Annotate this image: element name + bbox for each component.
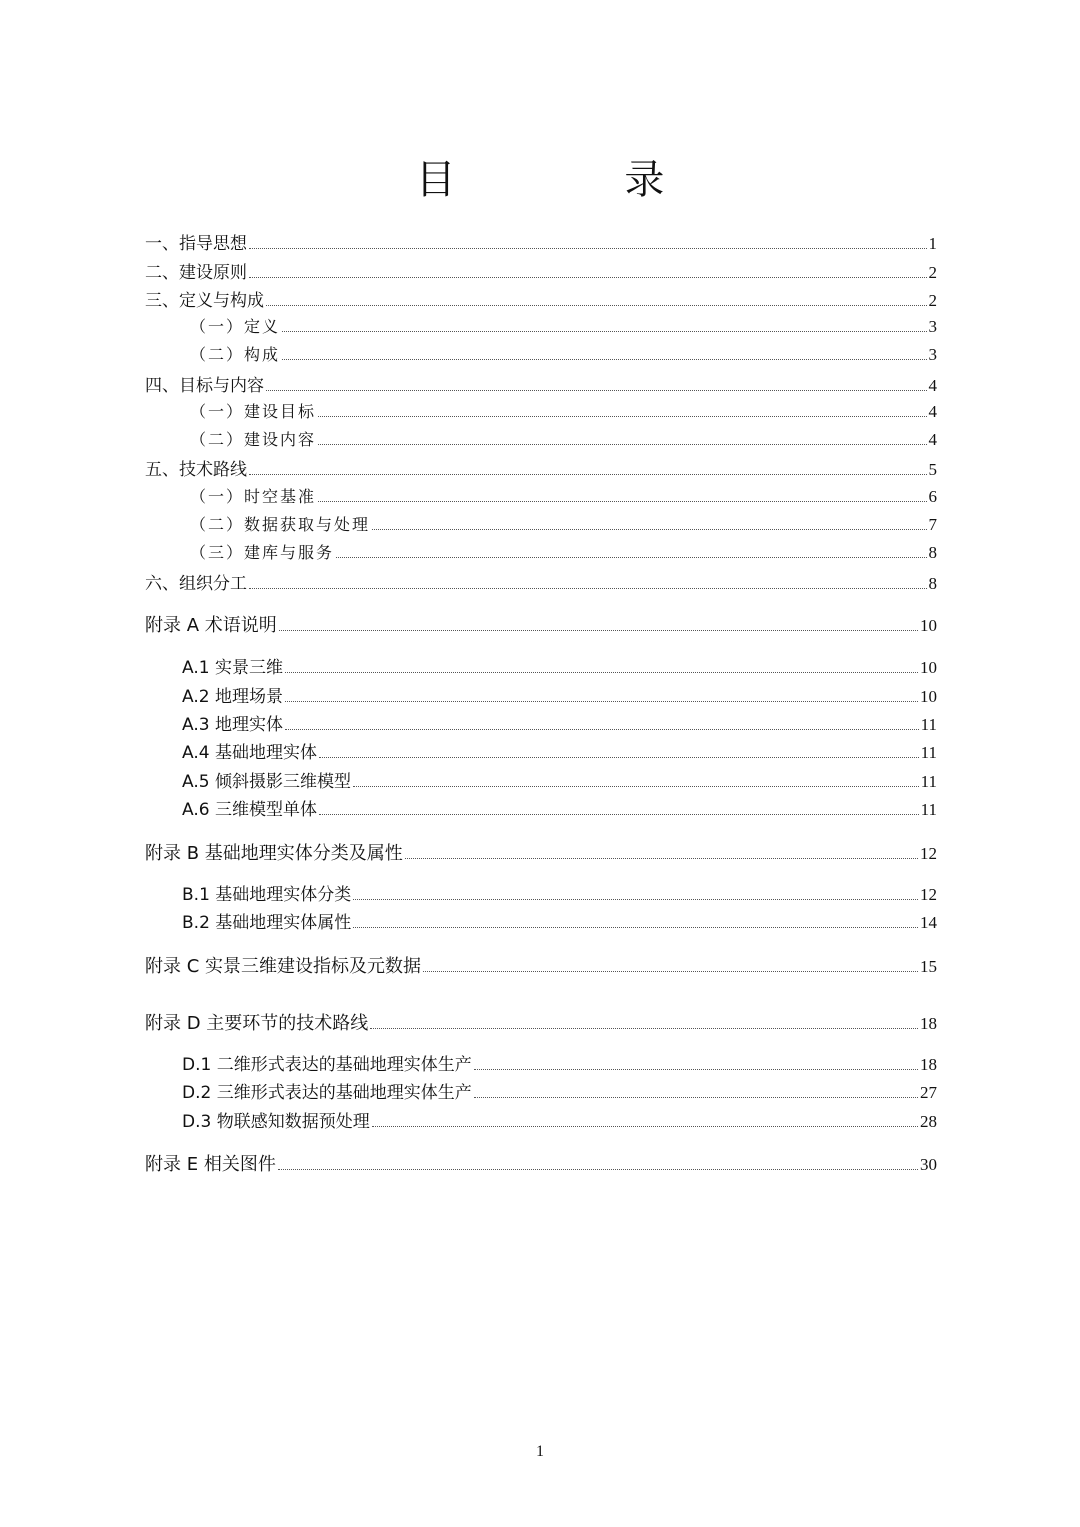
toc-entry-page: 12 bbox=[920, 844, 937, 863]
toc-entry-label: 附录 C 实景三维建设指标及元数据 bbox=[145, 956, 422, 977]
toc-entry-page: 7 bbox=[928, 515, 937, 534]
toc-entry-page: 2 bbox=[928, 291, 937, 310]
toc-entry-label: （三）建库与服务 bbox=[190, 543, 335, 562]
toc-entry[interactable] bbox=[145, 286, 937, 312]
toc-entry-label: 附录 B 基础地理实体分类及属性 bbox=[145, 843, 403, 864]
toc-entry-page: 10 bbox=[920, 658, 937, 677]
toc-entry-page: 5 bbox=[928, 460, 937, 479]
page-title: 目 录 bbox=[415, 157, 743, 203]
toc-leader-dots bbox=[370, 1027, 918, 1029]
toc-leader-dots bbox=[249, 587, 927, 589]
toc-entry-page: 1 bbox=[928, 234, 937, 253]
toc-leader-dots bbox=[249, 276, 927, 278]
toc-entry-label: A.4 基础地理实体 bbox=[182, 743, 317, 763]
toc-entry-page: 11 bbox=[920, 800, 937, 819]
toc-entry-page: 14 bbox=[920, 913, 937, 932]
toc-appendix-entry[interactable] bbox=[145, 839, 937, 865]
toc-entry-label: 二、建设原则 bbox=[145, 263, 247, 283]
toc-leader-dots bbox=[423, 970, 918, 972]
toc-leader-dots bbox=[474, 1096, 918, 1098]
toc-entry-page: 4 bbox=[928, 402, 937, 421]
toc-appendix-subentry[interactable] bbox=[182, 795, 937, 821]
toc-subentry[interactable] bbox=[190, 540, 937, 566]
toc-entry-page: 2 bbox=[928, 263, 937, 282]
toc-leader-dots bbox=[266, 389, 927, 391]
toc-entry-page: 11 bbox=[920, 772, 937, 791]
toc-entry-label: A.5 倾斜摄影三维模型 bbox=[182, 772, 351, 792]
toc-leader-dots bbox=[319, 813, 919, 815]
toc-entry-label: 附录 D 主要环节的技术路线 bbox=[145, 1013, 369, 1034]
toc-entry[interactable] bbox=[145, 258, 937, 284]
toc-entry-label: （一）建设目标 bbox=[190, 402, 317, 421]
toc-entry-label: D.1 二维形式表达的基础地理实体生产 bbox=[182, 1055, 472, 1075]
toc-entry-label: B.1 基础地理实体分类 bbox=[182, 885, 352, 905]
toc-subentry[interactable] bbox=[190, 314, 937, 340]
toc-entry-label: B.2 基础地理实体属性 bbox=[182, 913, 352, 933]
toc-entry-page: 3 bbox=[928, 317, 937, 336]
toc-appendix-subentry[interactable] bbox=[182, 880, 937, 906]
toc-entry-page: 11 bbox=[920, 715, 937, 734]
toc-subentry[interactable] bbox=[190, 427, 937, 453]
toc-leader-dots bbox=[249, 473, 927, 475]
toc-entry-label: A.1 实景三维 bbox=[182, 658, 283, 678]
toc-appendix-subentry[interactable] bbox=[182, 653, 937, 679]
toc-entry-page: 6 bbox=[928, 487, 937, 506]
page-number: 1 bbox=[536, 1443, 544, 1460]
toc-subentry[interactable] bbox=[190, 342, 937, 368]
toc-subentry[interactable] bbox=[190, 484, 937, 510]
toc-leader-dots bbox=[285, 671, 918, 673]
toc-entry-label: D.2 三维形式表达的基础地理实体生产 bbox=[182, 1083, 472, 1103]
toc-entry-label: 四、目标与内容 bbox=[145, 376, 264, 396]
toc-appendix-entry[interactable] bbox=[145, 952, 937, 978]
toc-entry-page: 28 bbox=[920, 1112, 937, 1131]
toc-entry-page: 30 bbox=[920, 1155, 937, 1174]
toc-entry-label: 附录 A 术语说明 bbox=[145, 615, 277, 636]
toc-entry-page: 18 bbox=[920, 1014, 937, 1033]
toc-entry-label: 六、组织分工 bbox=[145, 574, 247, 594]
toc-appendix-entry[interactable] bbox=[145, 1009, 937, 1035]
toc-leader-dots bbox=[353, 898, 918, 900]
toc-entry-label: （一）定义 bbox=[190, 317, 281, 336]
toc-entry-label: D.3 物联感知数据预处理 bbox=[182, 1112, 370, 1132]
toc-entry-label: （二）建设内容 bbox=[190, 430, 317, 449]
toc-entry-page: 11 bbox=[920, 743, 937, 762]
toc-leader-dots bbox=[266, 304, 927, 306]
toc-leader-dots bbox=[318, 415, 926, 417]
toc-entry-label: （二）构成 bbox=[190, 345, 281, 364]
toc-entry-label: 三、定义与构成 bbox=[145, 291, 264, 311]
toc-leader-dots bbox=[336, 556, 926, 558]
toc-entry-page: 12 bbox=[920, 885, 937, 904]
toc-entry-label: 附录 E 相关图件 bbox=[145, 1154, 276, 1175]
toc-leader-dots bbox=[249, 247, 927, 249]
toc-entry-page: 8 bbox=[928, 543, 937, 562]
toc-entry[interactable] bbox=[145, 371, 937, 397]
toc-entry-page: 10 bbox=[920, 687, 937, 706]
toc-entry-page: 15 bbox=[920, 957, 937, 976]
toc-entry-label: A.3 地理实体 bbox=[182, 715, 283, 735]
toc-appendix-subentry[interactable] bbox=[182, 1107, 937, 1133]
toc-appendix-subentry[interactable] bbox=[182, 767, 937, 793]
toc-leader-dots bbox=[372, 528, 926, 530]
toc-entry[interactable] bbox=[145, 229, 937, 255]
toc-leader-dots bbox=[353, 926, 918, 928]
toc-entry-label: A.6 三维模型单体 bbox=[182, 800, 317, 820]
toc-leader-dots bbox=[278, 1168, 918, 1170]
toc-entry-page: 27 bbox=[920, 1083, 937, 1102]
toc-appendix-subentry[interactable] bbox=[182, 908, 937, 934]
toc-entry-label: （一）时空基准 bbox=[190, 487, 317, 506]
toc-entry-page: 10 bbox=[920, 616, 937, 635]
toc-appendix-entry[interactable] bbox=[145, 1150, 937, 1176]
toc-leader-dots bbox=[279, 629, 918, 631]
toc-leader-dots bbox=[318, 500, 926, 502]
toc-entry-label: （二）数据获取与处理 bbox=[190, 515, 371, 534]
toc-leader-dots bbox=[285, 700, 918, 702]
toc-leader-dots bbox=[353, 785, 919, 787]
toc-leader-dots bbox=[285, 728, 919, 730]
toc-appendix-subentry[interactable] bbox=[182, 738, 937, 764]
toc-entry-label: 五、技术路线 bbox=[145, 460, 247, 480]
toc-entry-label: A.2 地理场景 bbox=[182, 687, 283, 707]
toc-entry-page: 4 bbox=[928, 376, 937, 395]
toc-leader-dots bbox=[319, 756, 919, 758]
toc-entry[interactable] bbox=[145, 569, 937, 595]
toc-subentry[interactable] bbox=[190, 512, 937, 538]
toc-leader-dots bbox=[282, 358, 926, 360]
toc-appendix-subentry[interactable] bbox=[182, 682, 937, 708]
toc-leader-dots bbox=[282, 330, 926, 332]
toc-entry-page: 8 bbox=[928, 574, 937, 593]
toc-entry-page: 18 bbox=[920, 1055, 937, 1074]
toc-appendix-subentry[interactable] bbox=[182, 1050, 937, 1076]
toc-appendix-subentry[interactable] bbox=[182, 710, 937, 736]
toc-entry[interactable] bbox=[145, 455, 937, 481]
toc-leader-dots bbox=[405, 857, 918, 859]
toc-appendix-entry[interactable] bbox=[145, 611, 937, 637]
toc-appendix-subentry[interactable] bbox=[182, 1078, 937, 1104]
toc-leader-dots bbox=[372, 1125, 918, 1127]
toc-leader-dots bbox=[474, 1068, 918, 1070]
toc-entry-page: 4 bbox=[928, 430, 937, 449]
toc-entry-page: 3 bbox=[928, 345, 937, 364]
toc-entry-label: 一、指导思想 bbox=[145, 234, 247, 254]
toc-subentry[interactable] bbox=[190, 399, 937, 425]
toc-leader-dots bbox=[318, 443, 926, 445]
